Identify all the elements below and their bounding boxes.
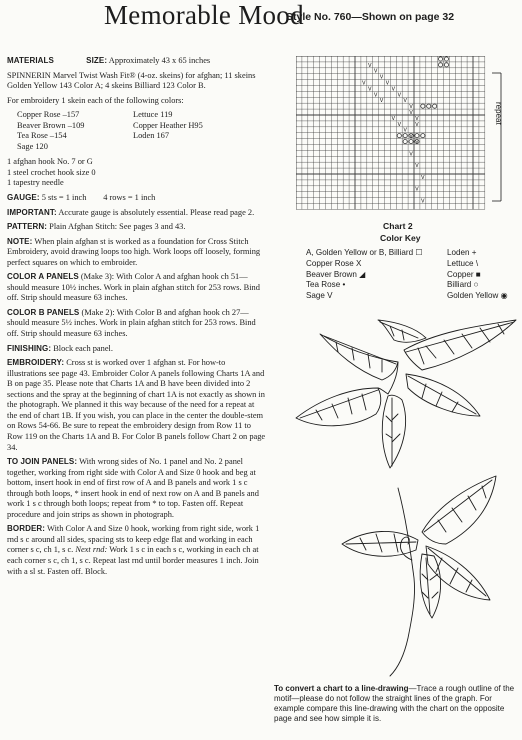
leaf-shape	[422, 476, 496, 544]
chart-symbol: V	[379, 98, 384, 105]
chart-symbol	[433, 104, 437, 108]
chart-symbol: V	[415, 121, 419, 128]
important-text: Accurate gauge is absolutely essential. Please read page 2.	[58, 207, 255, 217]
color-a-text: (Make 3): With Color A and afghan hook ch 51—should measure 10½ inches. Work in plain afghan stitch for 253 rows. Bind off. Strip should measure 63 inches.	[7, 272, 260, 303]
tool-item: 1 tapestry needle	[7, 178, 64, 188]
color-b-text: (Make 2): With Color B and afghan hook ch 27—should measure 5½ inches. Work in plain afghan stitch for 253 rows. Bind off. Strip should measure 63 inches.	[7, 307, 256, 339]
size-label: SIZE:	[86, 56, 108, 65]
chart-symbol: V	[415, 186, 419, 193]
color-item: Sage 120	[17, 141, 48, 151]
symbol-icon: •	[342, 280, 346, 290]
symbol-icon: +	[471, 248, 477, 257]
finishing-section	[7, 344, 266, 355]
chart-symbol	[397, 134, 401, 138]
next-round-label: Next rnd:	[75, 545, 108, 555]
gauge-text: 5 sts = 1 inch 4 rows = 1 inch	[41, 193, 156, 203]
leaf-shape	[404, 320, 516, 370]
finishing-heading: FINISHING:	[7, 343, 52, 353]
materials-heading: MATERIALS	[7, 56, 54, 65]
color-item: Loden 167	[133, 131, 170, 141]
key-item: Lettuce \	[447, 258, 479, 268]
chart-symbol: V	[409, 104, 413, 111]
border-section	[7, 524, 266, 577]
chart-symbol	[403, 134, 407, 138]
chart-symbol: V	[379, 74, 384, 81]
color-key-left	[306, 248, 446, 302]
tool-item: 1 steel crochet hook size 0	[7, 167, 96, 177]
materials-section	[7, 56, 266, 67]
join-text: With wrong sides of No. 1 panel and No. 2 panel together, working from right side with Color A and Size 0 hook and beg at bottom, insert hook in end of first row of A and B panels and work 1 s c through both loops, * insert hook in end of next row on A and B panels and work 1 s c through both loops; repeat from * to top. Fasten off. Repeat procedure and join strips as shown in photograph.	[7, 457, 259, 519]
color-key-title: Color Key	[380, 233, 421, 243]
chart-symbol: V	[409, 133, 413, 140]
chart-title: Chart 2	[383, 221, 413, 231]
pattern-text: Plain Afghan Stitch: See pages 3 and 43.	[49, 222, 186, 232]
color-item	[133, 142, 263, 153]
chart-symbol: V	[397, 92, 401, 99]
chart-symbol	[438, 63, 442, 67]
repeat-bracket	[491, 72, 505, 202]
key-item: Beaver Brown ◢	[306, 269, 366, 279]
gauge-section	[7, 193, 266, 204]
chart-symbol: V	[362, 80, 366, 87]
chart-symbol	[438, 57, 442, 61]
color-b-heading: COLOR B PANELS	[7, 307, 80, 317]
chart-symbol: V	[373, 92, 378, 99]
border-text-2: Work 1 s c in each s c, working in each ch at each corner s c, ch 1, s c. Repeat last rnd until border measures 1 inch. Join with a sl st. Fasten off. Block.	[7, 545, 259, 576]
leaf-shape	[382, 395, 405, 468]
repeat-label: repeat	[494, 102, 503, 125]
chart-symbol	[415, 134, 419, 138]
chart-symbol	[421, 134, 425, 138]
important-section	[7, 208, 266, 219]
join-heading: TO JOIN PANELS:	[7, 457, 78, 467]
chart-symbol: V	[385, 80, 390, 87]
chart-symbol: V	[397, 121, 401, 128]
note-section	[7, 237, 266, 269]
embroidery-heading: EMBROIDERY:	[7, 358, 65, 368]
chart-symbol: V	[415, 115, 419, 122]
yarn-text: SPINNERIN Marvel Twist Wash Fit® (4-oz. skeins) for afghan; 11 skeins Golden Yellow 143 Color A; 4 skeins Billiard 123 Color B.	[7, 70, 256, 91]
instructions-column	[7, 56, 266, 581]
style-line: Style No. 760—Shown on page 32	[286, 11, 455, 23]
chart-symbol	[403, 139, 407, 143]
color-item: Tea Rose –154	[17, 131, 67, 141]
key-item: Copper Rose X	[306, 258, 362, 268]
pattern-heading: PATTERN:	[7, 222, 48, 232]
tools-list	[7, 157, 266, 189]
symbol-icon: \	[475, 258, 479, 268]
symbol-icon: ■	[475, 269, 481, 279]
note-text: When plain afghan st is worked as a foundation for Cross Stitch Embroidery, avoid drawing loops too high. Work loops off loosely, forming perfect squares on which to embroider.	[7, 236, 261, 267]
embroidery-colors	[17, 110, 266, 152]
border-heading: BORDER:	[7, 524, 46, 534]
color-key-right	[447, 248, 521, 302]
chart-grid	[296, 56, 486, 210]
chart-symbol	[409, 139, 413, 143]
key-item: Golden Yellow ◉	[447, 291, 508, 301]
leaf-shape	[420, 554, 440, 618]
key-item: Copper ■	[447, 269, 481, 279]
chart-symbol: V	[373, 68, 378, 75]
color-item: Copper Heather H95	[133, 120, 203, 130]
symbol-icon: ◉	[500, 291, 508, 301]
chart-symbol: V	[421, 174, 425, 181]
pattern-section	[7, 222, 266, 233]
color-item: Beaver Brown –109	[17, 120, 85, 130]
color-a-heading: COLOR A PANELS	[7, 272, 79, 282]
caption-text: —Trace a rough outline of the motif—please do not follow the straight lines of the graph. For example compare this line-drawing with the chart on the opposite page and see how simple it is.	[274, 684, 515, 723]
size-text: Approximately 43 x 65 inches	[108, 56, 211, 65]
chart-symbol	[444, 63, 448, 67]
chart-symbol	[444, 57, 448, 61]
embroidery-section	[7, 358, 266, 453]
leaf-drawing	[286, 318, 520, 678]
chart-symbol: V	[391, 115, 396, 122]
color-item: Lettuce 119	[133, 110, 173, 120]
key-item: Sage V	[306, 291, 333, 301]
symbol-icon: ☐	[415, 248, 423, 257]
chart-symbol: V	[409, 110, 413, 116]
key-item: A, Golden Yellow or B, Billiard ☐	[306, 248, 423, 257]
note-heading: NOTE:	[7, 236, 33, 246]
finishing-text: Block each panel.	[53, 343, 113, 353]
embroidery-text: Cross st is worked over 1 afghan st. For how-to illustrations see page 43. Embroider Color A panels following Charts 1A and B on page 35. Please note that Charts 1A and B have been divided into 2 sections and the spray at the beginning of chart 1A is not exactly as shown in the photograph. We planned it this way because of the need for a repeat at the end of chart 1B. If you wish, you can place in the center the double-stem on Rows 54-66. Be sure to repeat the embroidery design from Row 11 to Row 119 on the Charts 1A and B. For Color B panels follow Chart 2 on page 34.	[7, 358, 266, 452]
chart-symbol: V	[368, 62, 372, 69]
caption-bold: To convert a chart to a line-drawing	[274, 684, 409, 693]
chart-symbol	[427, 104, 431, 108]
key-item: Tea Rose •	[306, 280, 346, 290]
color-item: Copper Rose –157	[17, 110, 80, 120]
gauge-heading: GAUGE:	[7, 193, 40, 203]
tool-item: 1 afghan hook No. 7 or G	[7, 157, 93, 167]
symbol-icon: X	[355, 258, 362, 268]
chart-symbol: V	[403, 127, 407, 134]
chart-symbol: V	[403, 98, 407, 105]
color-a-section	[7, 272, 266, 304]
chart-symbol: V	[409, 151, 413, 158]
embroidery-intro: For embroidery 1 skein each of the following colors:	[7, 95, 184, 105]
symbol-icon: ◢	[359, 269, 366, 279]
symbol-icon: V	[327, 291, 333, 301]
chart-symbol: V	[391, 86, 396, 93]
chart-symbol: V	[368, 86, 372, 93]
border-text-1: With Color A and Size 0 hook, working from right side, work 1 rnd s c around all sides, spacing sts to keep edge flat and working in each corner s c, ch 1, s c.	[7, 524, 260, 555]
important-heading: IMPORTANT:	[7, 207, 57, 217]
leaf-shape	[320, 334, 398, 380]
page-title: Memorable Mood	[104, 0, 304, 30]
chart-symbol: V	[415, 163, 419, 170]
join-section	[7, 457, 266, 520]
key-item: Loden +	[447, 248, 477, 257]
color-b-section	[7, 308, 266, 340]
chart-symbol	[421, 104, 425, 108]
key-item: Billiard ○	[447, 280, 479, 290]
caption	[274, 684, 518, 724]
chart-symbol: V	[415, 139, 419, 146]
symbol-icon: ○	[473, 280, 479, 290]
chart-symbol: V	[421, 198, 425, 205]
